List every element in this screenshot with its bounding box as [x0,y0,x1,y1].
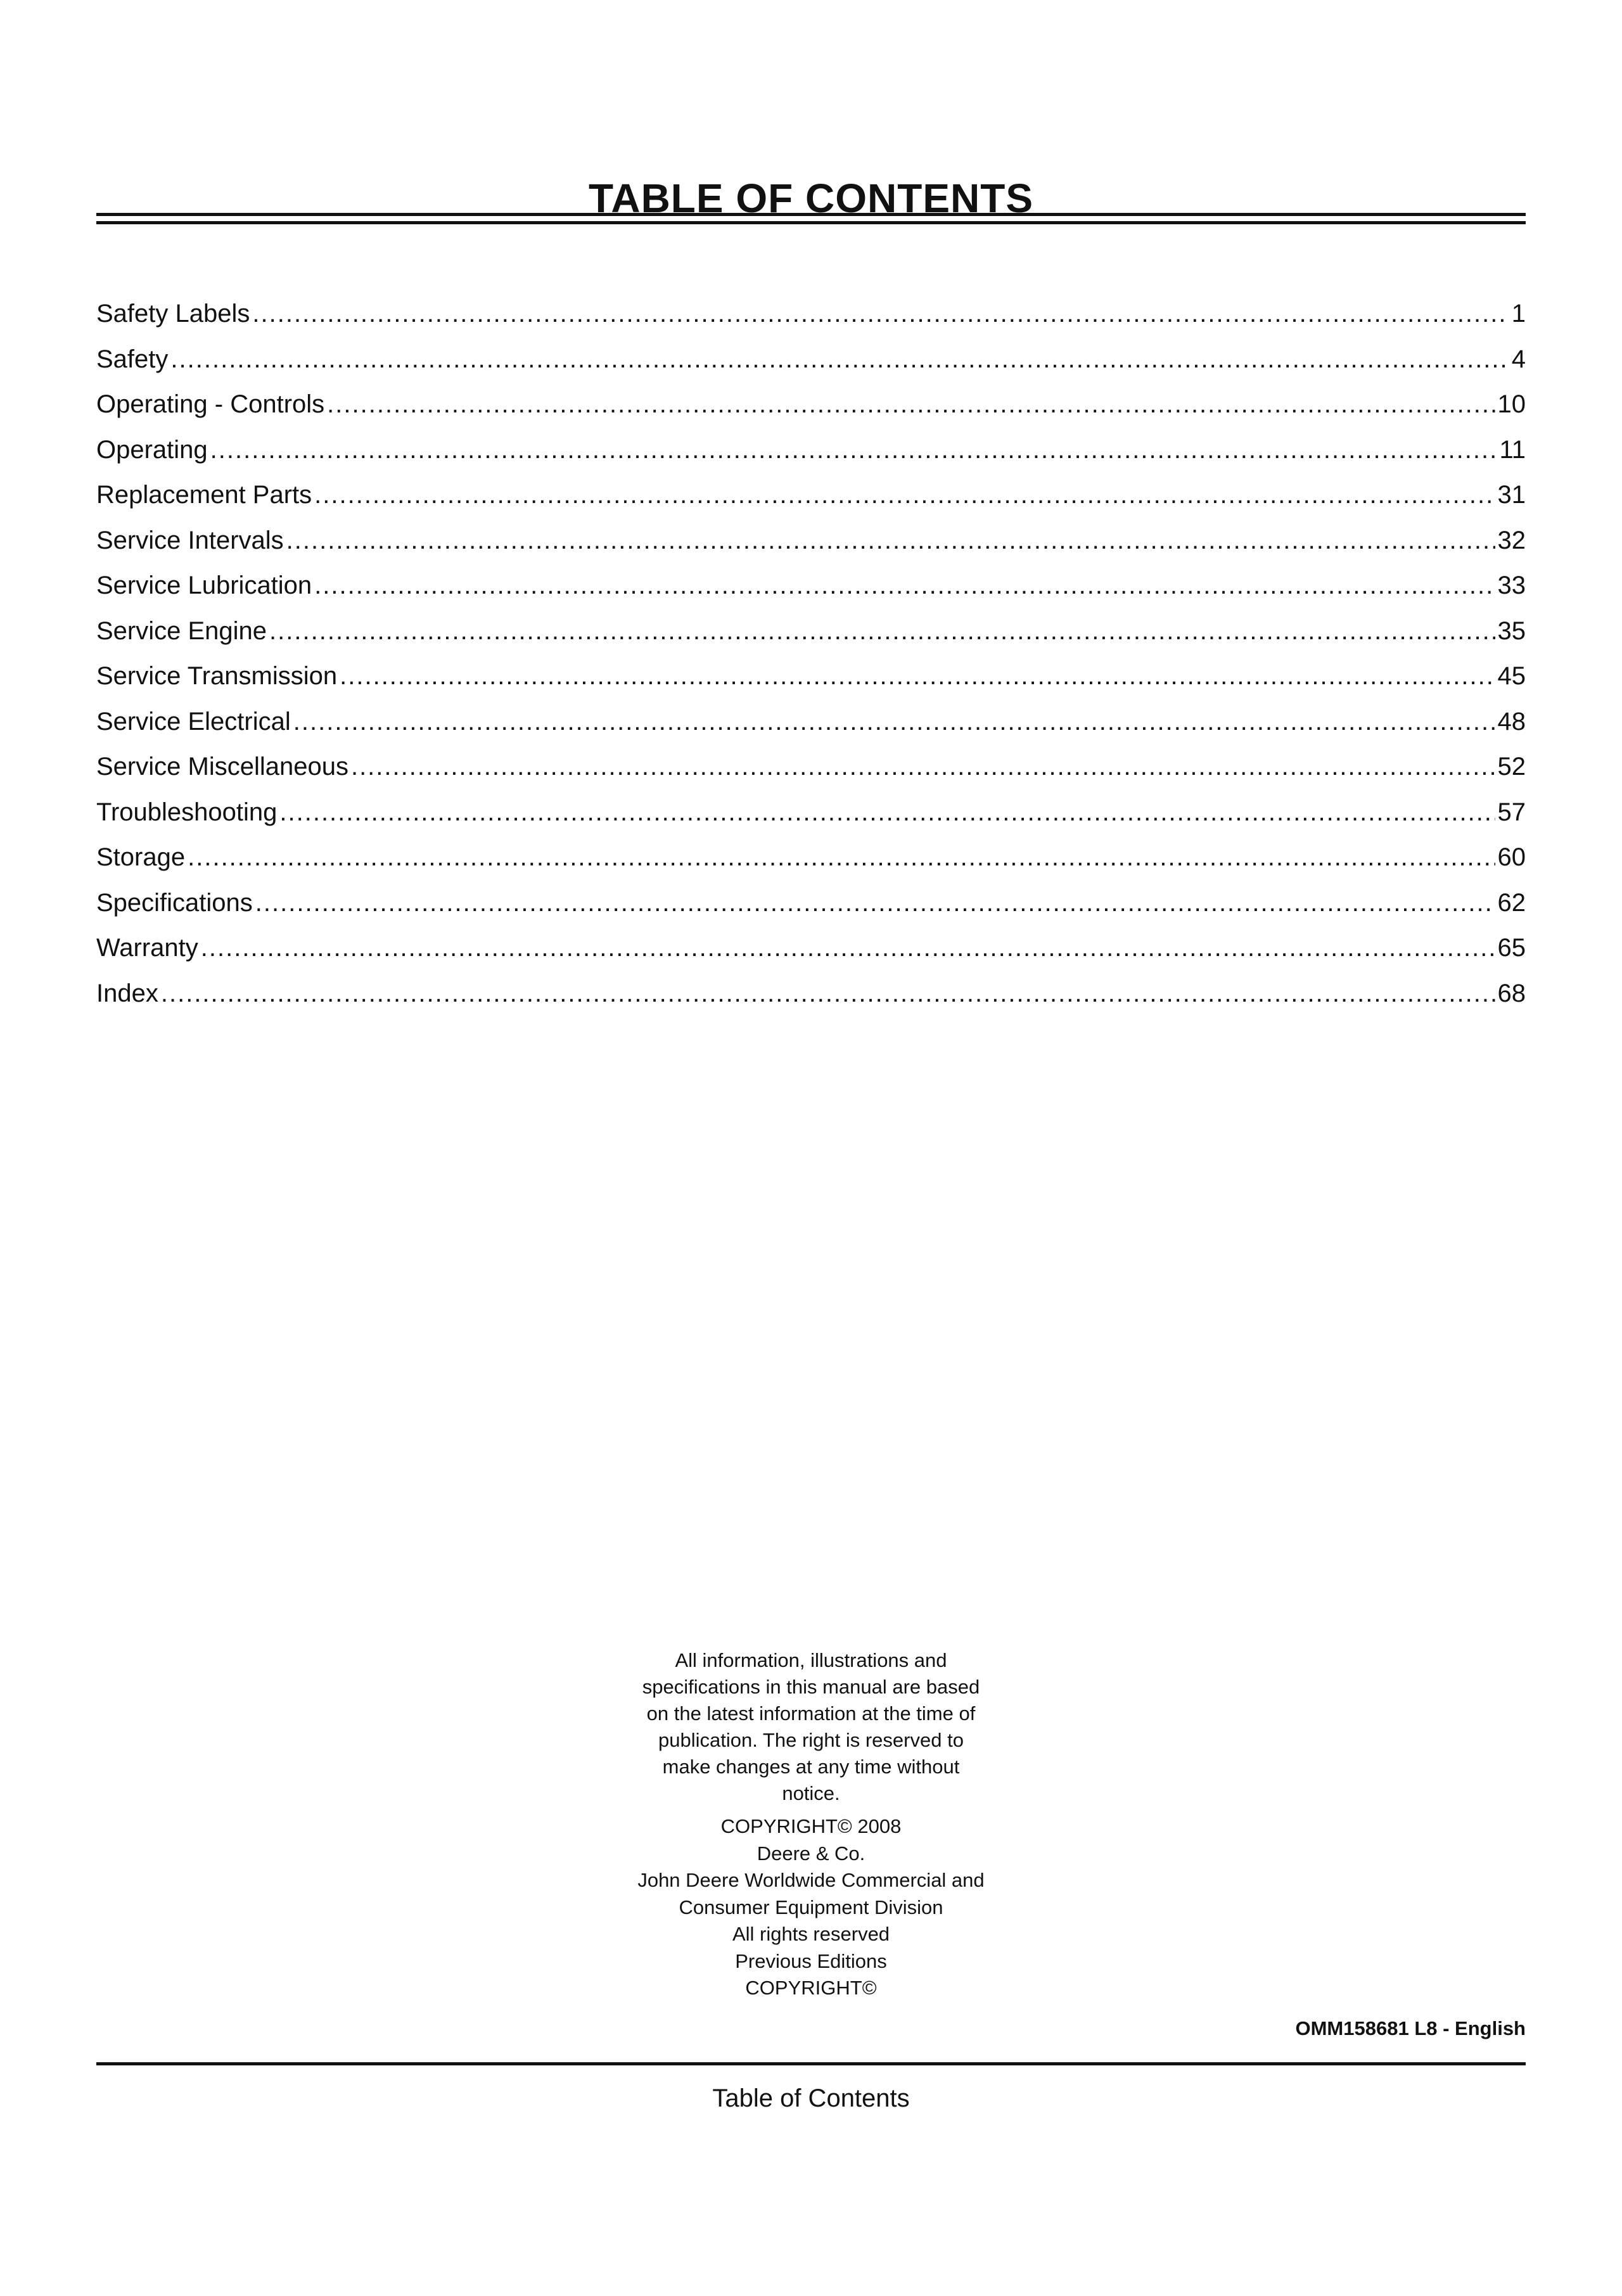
toc-entry-label: Troubleshooting [96,798,278,826]
notice-line: make changes at any time without [662,1756,960,1778]
notice-line: specifications in this manual are based [642,1676,980,1698]
toc-entry-page: 65 [1497,934,1526,962]
notice-line: on the latest information at the time of [646,1702,976,1725]
toc-entry[interactable] [96,473,1526,518]
copyright-line: All rights reserved [732,1923,890,1945]
toc-entry-page: 52 [1497,753,1526,781]
toc-dot-leader [255,881,1495,926]
toc-dot-leader [340,654,1495,699]
toc-entry[interactable] [96,609,1526,654]
toc-entry-page: 11 [1499,435,1526,464]
toc-entry-label: Operating - Controls [96,390,325,418]
copyright-line: Consumer Equipment Division [679,1896,943,1918]
toc-entry[interactable] [96,835,1526,881]
toc-dot-leader [286,518,1495,564]
toc-entry[interactable] [96,563,1526,609]
toc-entry[interactable] [96,926,1526,971]
toc-entry-label: Service Miscellaneous [96,753,348,781]
toc-dot-leader [314,473,1495,518]
toc-entry-page: 48 [1497,707,1526,736]
toc-dot-leader [161,971,1495,1017]
toc-dot-leader [170,337,1509,383]
notice-line: publication. The right is reserved to [658,1729,964,1751]
toc-entry-label: Specifications [96,888,253,917]
toc-entry-page: 31 [1497,481,1526,509]
toc-entry[interactable] [96,337,1526,383]
toc-entry[interactable] [96,744,1526,790]
toc-entry[interactable] [96,971,1526,1017]
notice-line: All information, illustrations and [675,1649,947,1671]
footer-section-title: Table of Contents [712,2084,910,2112]
toc-dot-leader [279,790,1495,836]
toc-entry-label: Warranty [96,934,198,962]
toc-entry[interactable] [96,518,1526,564]
copyright-line: Previous Editions [735,1949,887,1972]
footer-rule [96,2062,1526,2065]
disclaimer-notice [589,1647,1033,1807]
toc-entry[interactable] [96,382,1526,428]
toc-entry[interactable] [96,790,1526,836]
toc-entry-label: Service Intervals [96,526,284,554]
toc-entry[interactable] [96,291,1526,337]
toc-dot-leader [314,563,1495,609]
toc-entry-page: 33 [1497,571,1526,599]
toc-entry-label: Index [96,979,158,1007]
copyright-line: COPYRIGHT© [745,1977,877,1999]
toc-entry-label: Replacement Parts [96,481,312,509]
toc-dot-leader [293,699,1495,745]
toc-dot-leader [210,428,1497,473]
copyright-line: COPYRIGHT© 2008 [720,1815,902,1837]
toc-dot-leader [201,926,1495,971]
toc-dot-leader [188,835,1495,881]
toc-entry-label: Service Transmission [96,662,338,690]
copyright-line: John Deere Worldwide Commercial and [637,1869,985,1891]
toc-dot-leader [269,609,1495,654]
copyright-block [589,1813,1033,2002]
toc-entry-page: 60 [1497,843,1526,871]
toc-entry-page: 68 [1497,979,1526,1007]
toc-entry-page: 10 [1497,390,1526,418]
toc-entry-page: 4 [1511,345,1526,373]
toc-entry[interactable] [96,428,1526,473]
document-code: OMM158681 L8 - English [1295,2017,1526,2039]
toc-entry-label: Service Engine [96,616,267,645]
toc-entry-page: 35 [1497,616,1526,645]
toc-entry-label: Service Electrical [96,707,291,736]
toc-entry-page: 57 [1497,798,1526,826]
toc-entry-label: Safety [96,345,169,373]
notice-line: notice. [782,1782,840,1804]
toc-entry-label: Operating [96,435,208,464]
title-double-rule [96,213,1526,224]
toc-entry[interactable] [96,699,1526,745]
page-title: TABLE OF CONTENTS [589,175,1033,221]
toc-entry[interactable] [96,654,1526,699]
toc-entry[interactable] [96,881,1526,926]
toc-entry-label: Storage [96,843,186,871]
toc-entry-label: Service Lubrication [96,571,312,599]
toc-entry-page: 1 [1511,300,1526,328]
copyright-line: Deere & Co. [757,1842,865,1865]
toc-list [96,291,1526,1016]
toc-entry-page: 32 [1497,526,1526,554]
toc-dot-leader [351,744,1495,790]
toc-dot-leader [327,382,1495,428]
toc-dot-leader [252,291,1509,337]
toc-entry-label: Safety Labels [96,300,250,328]
toc-entry-page: 45 [1497,662,1526,690]
toc-entry-page: 62 [1497,888,1526,917]
